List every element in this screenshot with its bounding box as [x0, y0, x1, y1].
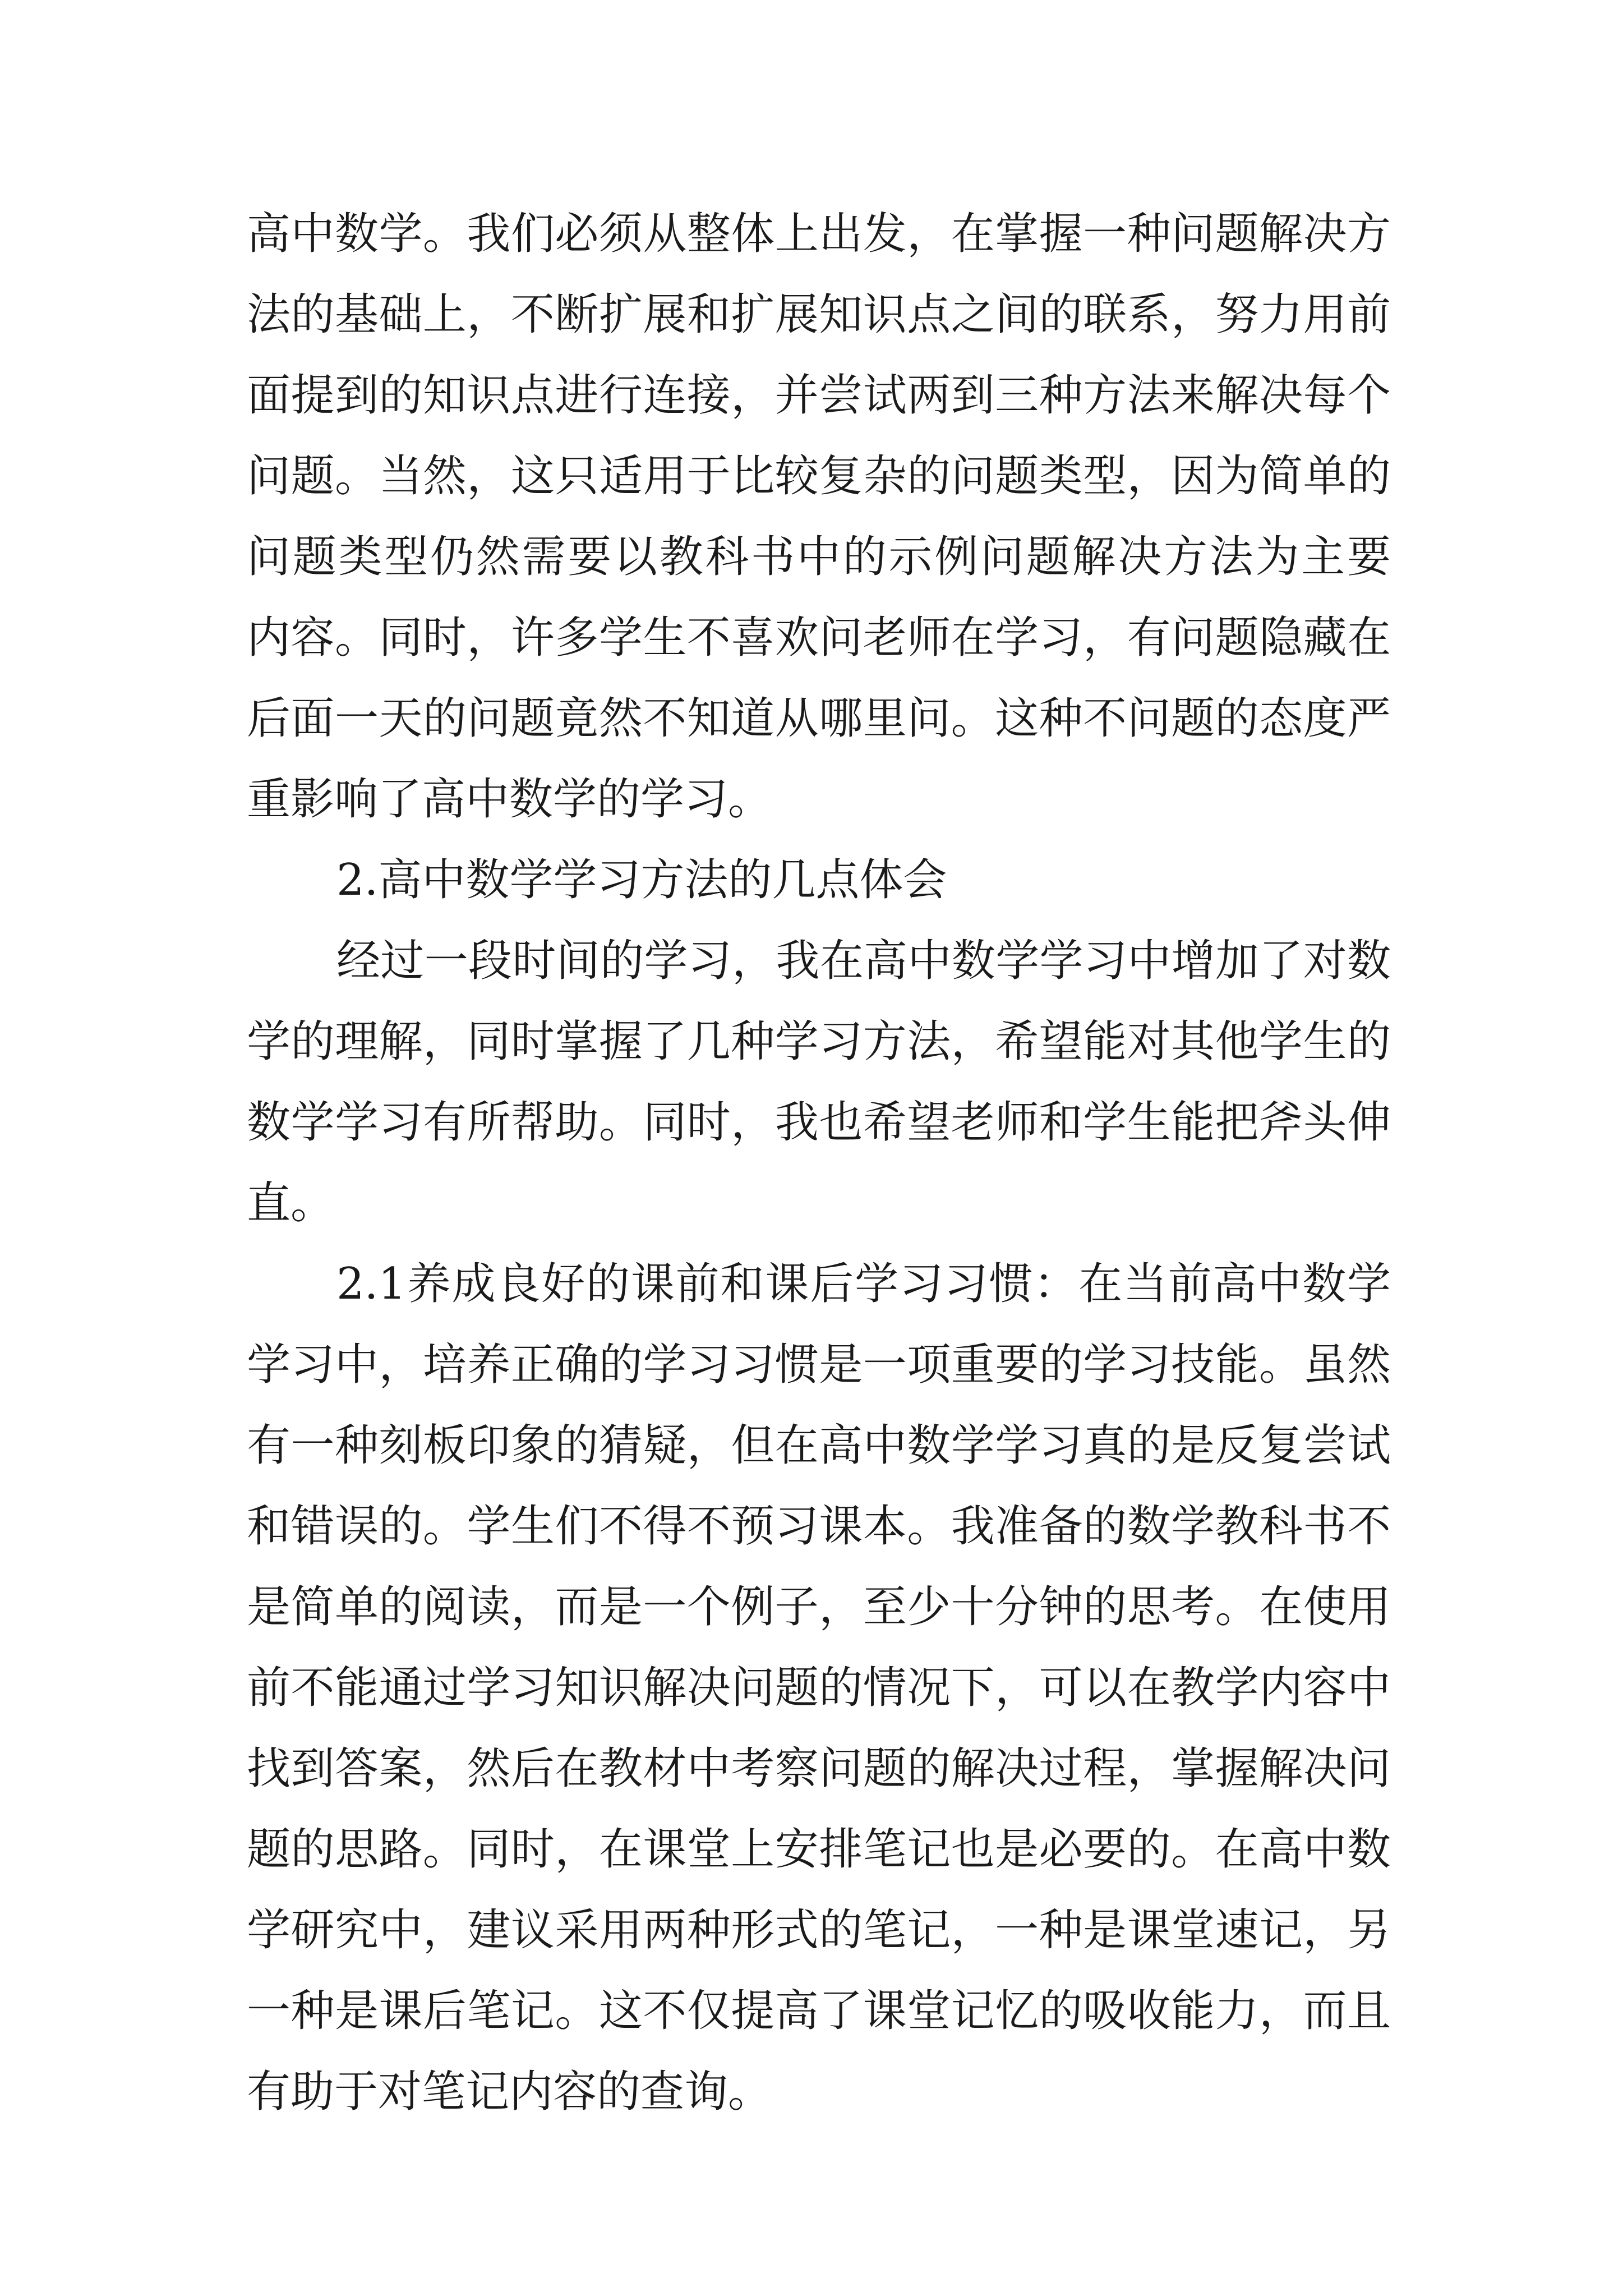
text-line: 学的理解，同时掌握了几种学习方法，希望能对其他学生的: [247, 1016, 1391, 1067]
text-line: 学习中，培养正确的学习习惯是一项重要的学习技能。虽然: [247, 1340, 1391, 1390]
subsection-line: 2.1养成良好的课前和课后学习习惯：在当前高中数学: [336, 1259, 1391, 1309]
text-line: 高中数学。我们必须从整体上出发，在掌握一种问题解决方: [247, 209, 1391, 259]
text-line: 前不能通过学习知识解决问题的情况下，可以在教学内容中: [247, 1663, 1391, 1713]
text-line: 和错误的。学生们不得不预习课本。我准备的数学教科书不: [247, 1501, 1391, 1552]
text-line: 是简单的阅读，而是一个例子，至少十分钟的思考。在使用: [247, 1582, 1391, 1632]
body-text: [247, 194, 1391, 2132]
text-line: 问题类型仍然需要以教科书中的示例问题解决方法为主要: [247, 532, 1391, 582]
text-line: 直。: [247, 1178, 335, 1228]
text-line: 面提到的知识点进行连接，并尝试两到三种方法来解决每个: [247, 370, 1391, 421]
text-line: 重影响了高中数学的学习。: [247, 774, 772, 825]
text-line: 法的基础上，不断扩展和扩展知识点之间的联系，努力用前: [247, 289, 1391, 340]
text-line: 题的思路。同时，在课堂上安排笔记也是必要的。在高中数: [247, 1824, 1391, 1875]
text-line: 经过一段时间的学习，我在高中数学学习中增加了对数: [336, 936, 1391, 986]
text-line: 找到答案，然后在教材中考察问题的解决过程，掌握解决问: [247, 1743, 1391, 1794]
text-line: 数学学习有所帮助。同时，我也希望老师和学生能把斧头伸: [247, 1097, 1391, 1148]
text-line: 一种是课后笔记。这不仅提高了课堂记忆的吸收能力，而且: [247, 1986, 1391, 2036]
text-line: 有助于对笔记内容的查询。: [247, 2067, 772, 2117]
text-line: 后面一天的问题竟然不知道从哪里问。这种不问题的态度严: [247, 693, 1391, 744]
section-heading: 2.高中数学学习方法的几点体会: [336, 855, 947, 905]
text-line: 问题。当然，这只适用于比较复杂的问题类型，因为简单的: [247, 451, 1391, 501]
text-line: 有一种刻板印象的猜疑，但在高中数学学习真的是反复尝试: [247, 1420, 1391, 1471]
text-line: 内容。同时，许多学生不喜欢问老师在学习，有问题隐藏在: [247, 613, 1391, 663]
text-line: 学研究中，建议采用两种形式的笔记，一种是课堂速记，另: [247, 1905, 1391, 1955]
